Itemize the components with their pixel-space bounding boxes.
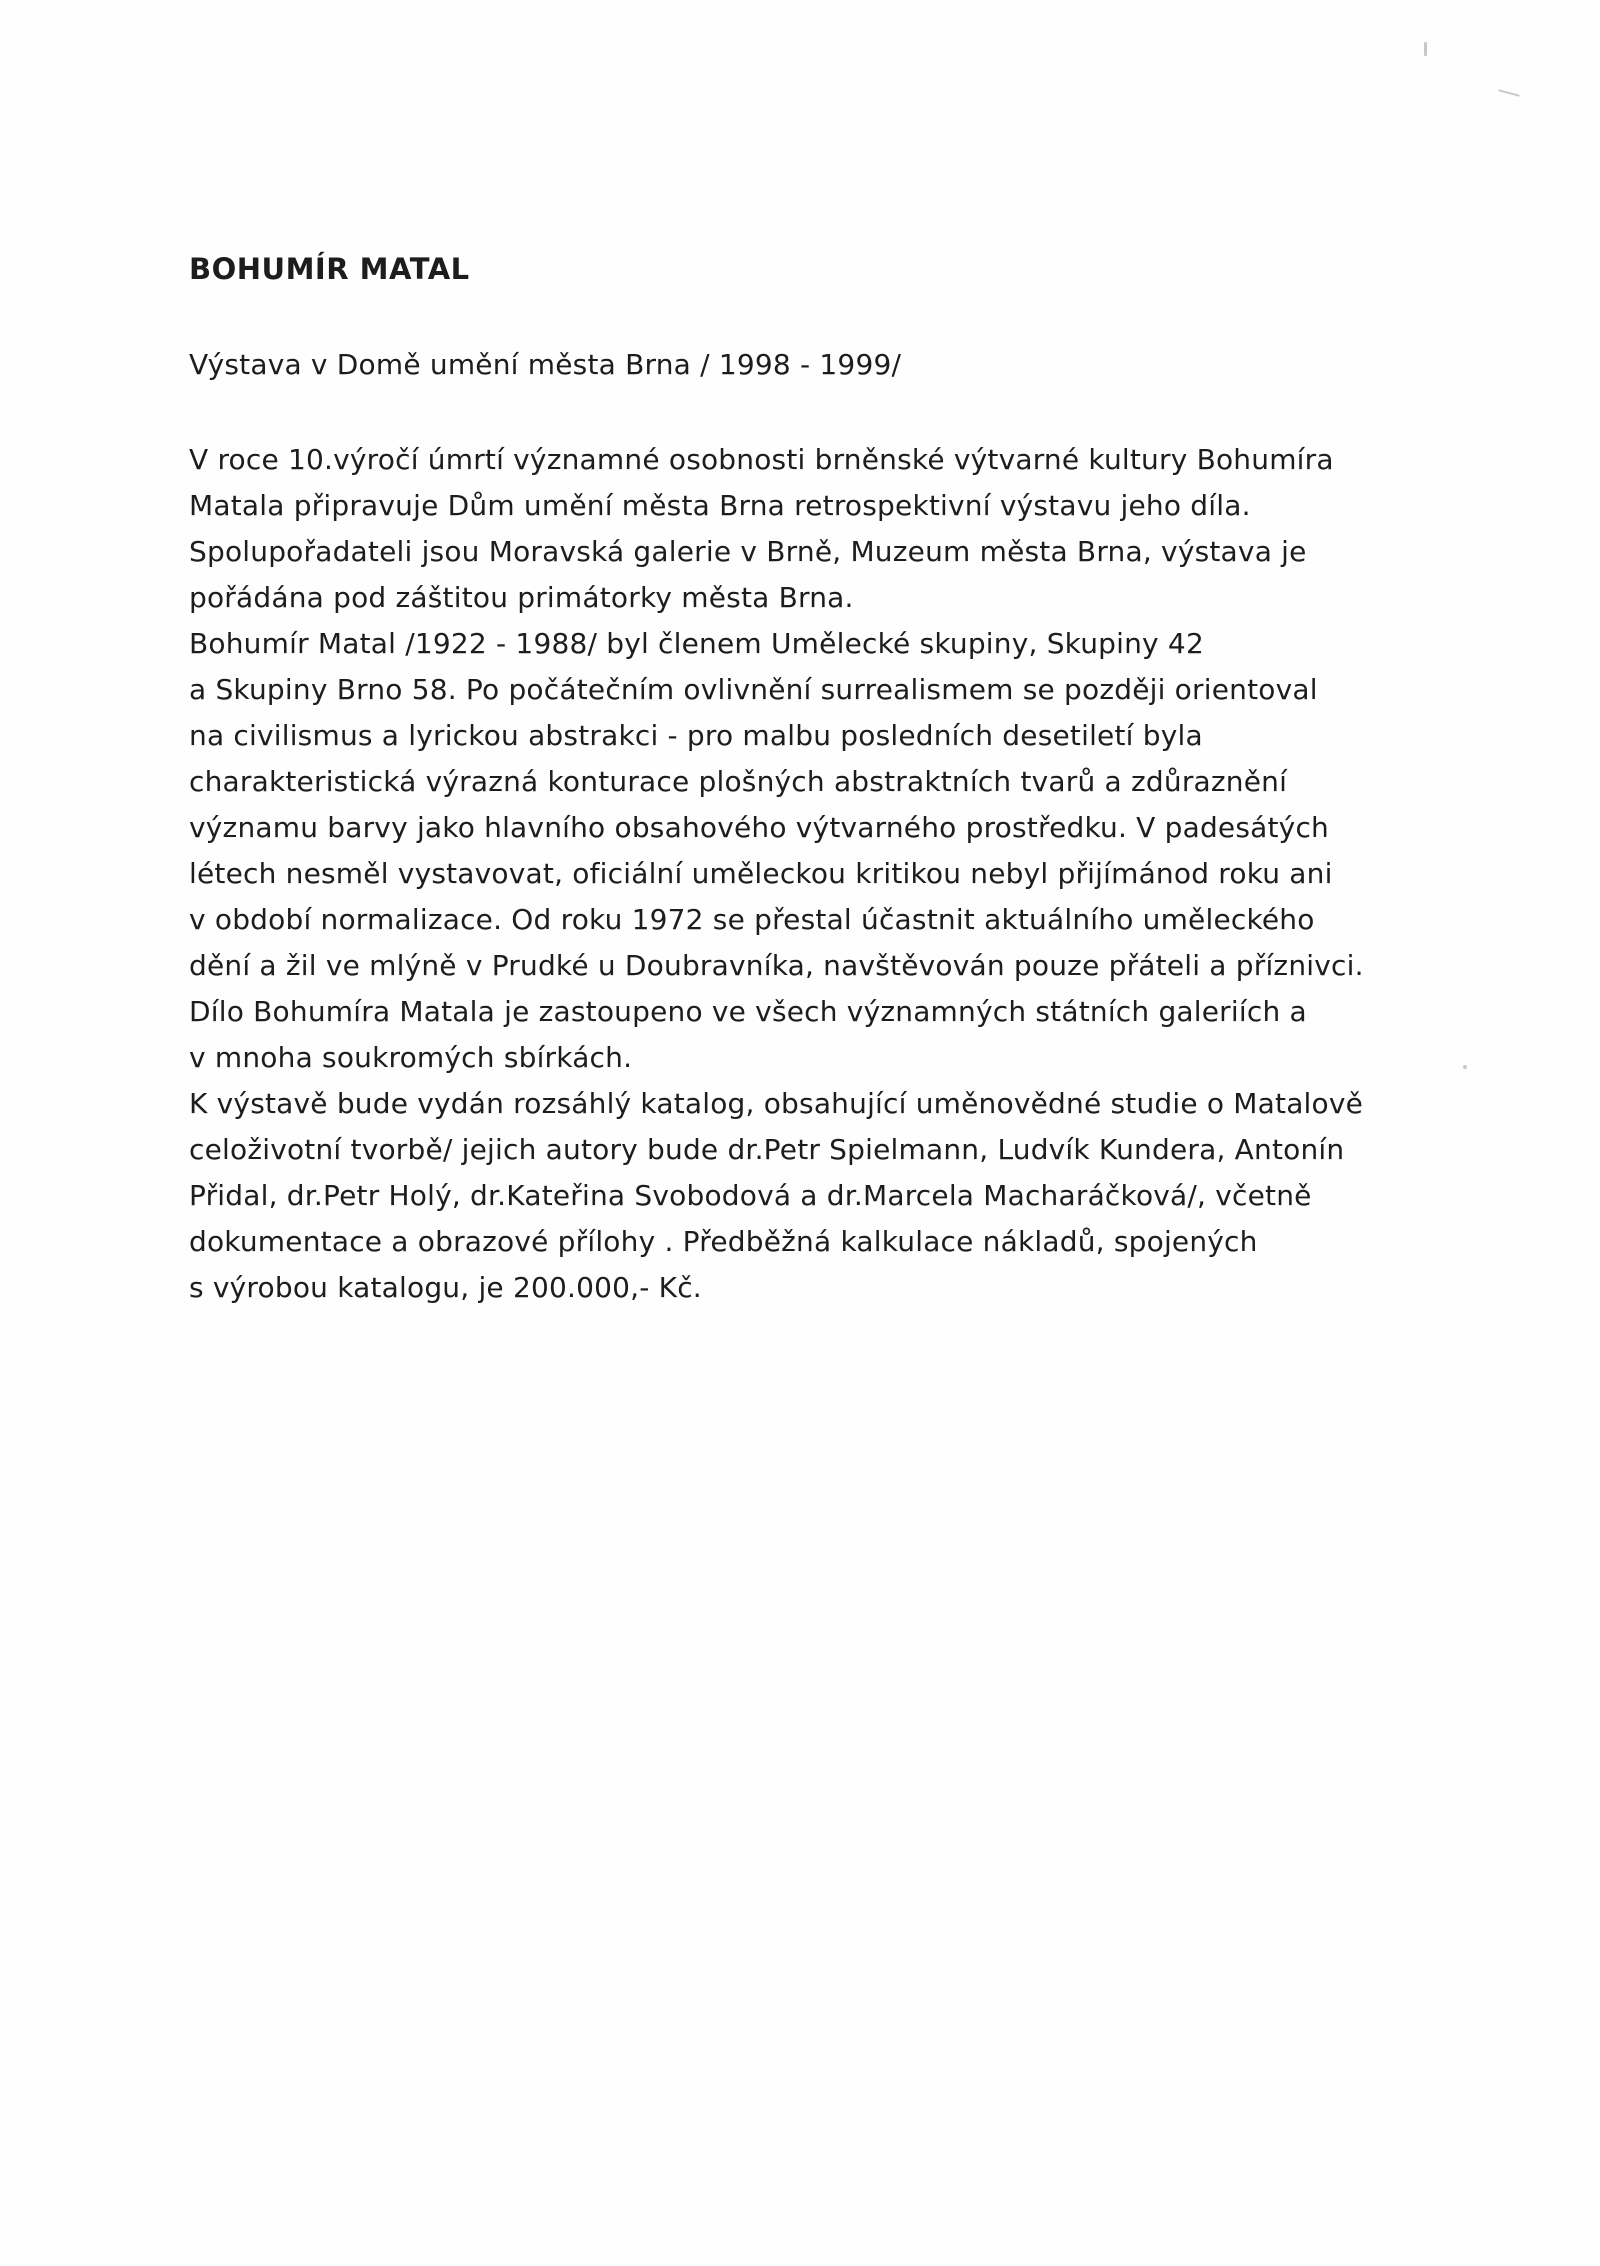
text-line: Bohumír Matal /1922 - 1988/ byl členem Umělecké skupiny, Skupiny 42	[189, 627, 1204, 660]
text-line: charakteristická výrazná konturace plošných abstraktních tvarů a zdůraznění	[189, 765, 1288, 798]
text-line: Matala připravuje Dům umění města Brna retrospektivní výstavu jeho díla.	[189, 489, 1251, 522]
text-line: dokumentace a obrazové přílohy . Předběžná kalkulace nákladů, spojených	[189, 1225, 1258, 1258]
scan-mark	[1463, 1065, 1467, 1069]
text-line: na civilismus a lyrickou abstrakci - pro malbu posledních desetiletí byla	[189, 719, 1203, 752]
text-line: Spolupořadateli jsou Moravská galerie v Brně, Muzeum města Brna, výstava je	[189, 535, 1307, 568]
text-line: pořádána pod záštitou primátorky města Brna.	[189, 581, 854, 614]
text-line: s výrobou katalogu, je 200.000,- Kč.	[189, 1271, 702, 1304]
text-line: létech nesměl vystavovat, oficiální uměleckou kritikou nebyl přijímánod roku ani	[189, 857, 1333, 890]
text-line: Přidal, dr.Petr Holý, dr.Kateřina Svobodová a dr.Marcela Macharáčková/, včetně	[189, 1179, 1312, 1212]
text-line: v období normalizace. Od roku 1972 se přestal účastnit aktuálního uměleckého	[189, 903, 1315, 936]
text-line: významu barvy jako hlavního obsahového výtvarného prostředku. V padesátých	[189, 811, 1329, 844]
text-line: V roce 10.výročí úmrtí významné osobnosti brněnské výtvarné kultury Bohumíra	[189, 443, 1334, 476]
scan-mark	[1498, 89, 1520, 97]
body-text	[189, 437, 1449, 1311]
text-line: a Skupiny Brno 58. Po počátečním ovlivnění surrealismem se později orientoval	[189, 673, 1318, 706]
text-line: Dílo Bohumíra Matala je zastoupeno ve všech významných státních galeriích a	[189, 995, 1307, 1028]
scan-mark	[1424, 42, 1427, 56]
text-line: v mnoha soukromých sbírkách.	[189, 1041, 633, 1074]
document-title: BOHUMÍR MATAL	[189, 252, 470, 286]
text-line: dění a žil ve mlýně v Prudké u Doubravníka, navštěvován pouze přáteli a příznivci.	[189, 949, 1364, 982]
text-line: celoživotní tvorbě/ jejich autory bude dr.Petr Spielmann, Ludvík Kundera, Antonín	[189, 1133, 1345, 1166]
document-subtitle: Výstava v Domě umění města Brna / 1998 - 1999/	[189, 348, 902, 381]
text-line: K výstavě bude vydán rozsáhlý katalog, obsahující uměnovědné studie o Matalově	[189, 1087, 1364, 1120]
